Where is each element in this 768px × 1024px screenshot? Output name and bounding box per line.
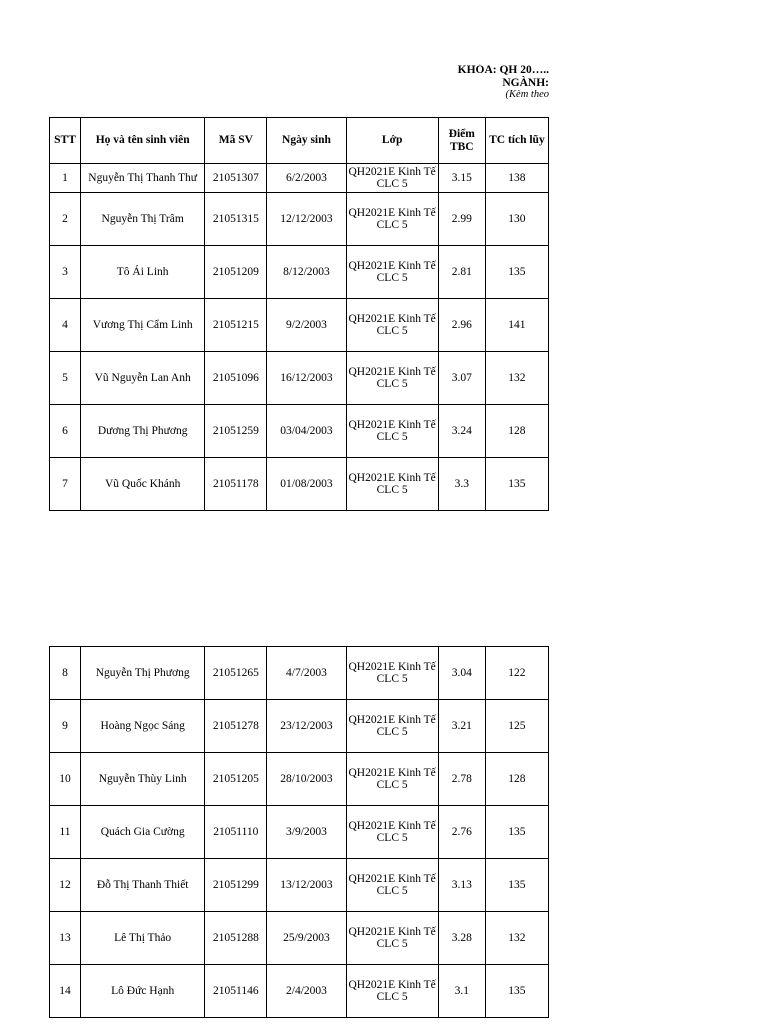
cell-credits: 128: [485, 405, 548, 458]
cell-credits: 128: [485, 753, 548, 806]
cell-dob: 8/12/2003: [267, 246, 346, 299]
cell-class-line1: QH2021E Kinh Tế: [348, 819, 436, 832]
table-row: [50, 647, 549, 700]
cell-dob: 9/2/2003: [267, 299, 346, 352]
header-name: Họ và tên sinh viên: [81, 118, 205, 164]
header-credits: TC tích lũy: [485, 118, 548, 164]
cell-class-line2: CLC 5: [376, 325, 408, 337]
cell-dob: 28/10/2003: [267, 753, 346, 806]
cell-class: [346, 912, 438, 965]
cell-name: Lô Đức Hạnh: [81, 965, 205, 1018]
cell-class-line2: CLC 5: [376, 779, 408, 791]
header-gpa-line1: Điểm: [448, 128, 475, 140]
table-row: [50, 405, 549, 458]
cell-stt: 12: [50, 859, 81, 912]
cell-name: Vũ Nguyễn Lan Anh: [81, 352, 205, 405]
cell-class-line2: CLC 5: [376, 431, 408, 443]
cell-stt: 9: [50, 700, 81, 753]
cell-class: [346, 458, 438, 511]
table-row: [50, 965, 549, 1018]
table-row: [50, 753, 549, 806]
cell-student-id: 21051209: [205, 246, 267, 299]
cell-student-id: 21051096: [205, 352, 267, 405]
cell-class-line2: CLC 5: [376, 219, 408, 231]
cell-credits: 130: [485, 193, 548, 246]
major-line: NGÀNH:: [502, 76, 549, 89]
cell-gpa: 3.07: [438, 352, 485, 405]
cell-gpa: 2.99: [438, 193, 485, 246]
cell-gpa: 3.21: [438, 700, 485, 753]
cell-class-line1: QH2021E Kinh Tế: [348, 872, 436, 885]
cell-student-id: 21051265: [205, 647, 267, 700]
cell-credits: 132: [485, 352, 548, 405]
cell-gpa: 2.96: [438, 299, 485, 352]
cell-credits: 132: [485, 912, 548, 965]
cell-class-line1: QH2021E Kinh Tế: [348, 165, 436, 178]
cell-class-line1: QH2021E Kinh Tế: [348, 925, 436, 938]
table-row: [50, 806, 549, 859]
cell-class: [346, 753, 438, 806]
table-row: [50, 246, 549, 299]
cell-dob: 2/4/2003: [267, 965, 346, 1018]
cell-class-line2: CLC 5: [376, 378, 408, 390]
cell-gpa: 3.28: [438, 912, 485, 965]
cell-class-line2: CLC 5: [376, 938, 408, 950]
cell-class-line1: QH2021E Kinh Tế: [348, 206, 436, 219]
cell-stt: 14: [50, 965, 81, 1018]
cell-credits: 135: [485, 458, 548, 511]
cell-stt: 6: [50, 405, 81, 458]
cell-name: Tô Ái Linh: [81, 246, 205, 299]
cell-student-id: 21051178: [205, 458, 267, 511]
cell-dob: 25/9/2003: [267, 912, 346, 965]
cell-gpa: 3.1: [438, 965, 485, 1018]
cell-gpa: 3.13: [438, 859, 485, 912]
document-header: [380, 64, 549, 102]
cell-student-id: 21051259: [205, 405, 267, 458]
cell-student-id: 21051205: [205, 753, 267, 806]
cell-name: Nguyễn Thị Thanh Thư: [81, 164, 205, 193]
cell-dob: 03/04/2003: [267, 405, 346, 458]
cell-class-line1: QH2021E Kinh Tế: [348, 312, 436, 325]
cell-name: Vũ Quốc Khánh: [81, 458, 205, 511]
cell-class: [346, 193, 438, 246]
header-stt: STT: [50, 118, 81, 164]
cell-stt: 7: [50, 458, 81, 511]
cell-class-line1: QH2021E Kinh Tế: [348, 259, 436, 272]
cell-student-id: 21051278: [205, 700, 267, 753]
cell-dob: 12/12/2003: [267, 193, 346, 246]
cell-student-id: 21051299: [205, 859, 267, 912]
cell-stt: 5: [50, 352, 81, 405]
cell-gpa: 2.76: [438, 806, 485, 859]
cell-gpa: 3.3: [438, 458, 485, 511]
table-row: [50, 193, 549, 246]
header-gpa-line2: TBC: [449, 140, 474, 153]
cell-class-line1: QH2021E Kinh Tế: [348, 418, 436, 431]
cell-name: Vương Thị Cẩm Linh: [81, 299, 205, 352]
cell-gpa: 3.24: [438, 405, 485, 458]
cell-stt: 11: [50, 806, 81, 859]
cell-class: [346, 965, 438, 1018]
cell-student-id: 21051215: [205, 299, 267, 352]
cell-name: Dương Thị Phương: [81, 405, 205, 458]
cell-class: [346, 700, 438, 753]
cell-class-line2: CLC 5: [376, 726, 408, 738]
table-row: [50, 164, 549, 193]
table-row: [50, 458, 549, 511]
cell-credits: 138: [485, 164, 548, 193]
cell-class-line2: CLC 5: [376, 832, 408, 844]
cell-name: Lê Thị Thảo: [81, 912, 205, 965]
cell-stt: 4: [50, 299, 81, 352]
table-row: [50, 352, 549, 405]
cell-stt: 13: [50, 912, 81, 965]
student-table-page-2: [49, 646, 549, 1018]
cell-dob: 01/08/2003: [267, 458, 346, 511]
cell-student-id: 21051110: [205, 806, 267, 859]
cell-gpa: 3.04: [438, 647, 485, 700]
cell-class: [346, 164, 438, 193]
cell-class-line2: CLC 5: [376, 673, 408, 685]
cohort-line: KHÓA: QH 20…..: [457, 64, 549, 76]
cell-gpa: 2.81: [438, 246, 485, 299]
cell-gpa: 3.15: [438, 164, 485, 193]
cell-stt: 3: [50, 246, 81, 299]
cell-student-id: 21051307: [205, 164, 267, 193]
attachment-note: (Kèm theo: [505, 89, 549, 100]
cell-class-line2: CLC 5: [376, 484, 408, 496]
cell-dob: 13/12/2003: [267, 859, 346, 912]
cell-name: Quách Gia Cường: [81, 806, 205, 859]
cell-class-line1: QH2021E Kinh Tế: [348, 713, 436, 726]
table-row: [50, 700, 549, 753]
cell-student-id: 21051315: [205, 193, 267, 246]
table-header-row: [50, 118, 549, 164]
cell-class-line1: QH2021E Kinh Tế: [348, 660, 436, 673]
cell-class: [346, 405, 438, 458]
cell-stt: 8: [50, 647, 81, 700]
cell-student-id: 21051146: [205, 965, 267, 1018]
cell-credits: 135: [485, 806, 548, 859]
cell-dob: 3/9/2003: [267, 806, 346, 859]
cell-credits: 141: [485, 299, 548, 352]
cell-class: [346, 859, 438, 912]
cell-dob: 6/2/2003: [267, 164, 346, 193]
cell-name: Hoàng Ngọc Sáng: [81, 700, 205, 753]
table-row: [50, 859, 549, 912]
header-student-id: Mã SV: [205, 118, 267, 164]
cell-class-line2: CLC 5: [376, 885, 408, 897]
table-row: [50, 299, 549, 352]
cell-credits: 125: [485, 700, 548, 753]
cell-class-line2: CLC 5: [376, 991, 408, 1003]
cell-credits: 135: [485, 965, 548, 1018]
cell-dob: 16/12/2003: [267, 352, 346, 405]
cell-stt: 10: [50, 753, 81, 806]
cell-class-line1: QH2021E Kinh Tế: [348, 978, 436, 991]
cell-class: [346, 647, 438, 700]
table-row: [50, 912, 549, 965]
cell-class-line2: CLC 5: [376, 272, 408, 284]
cell-name: Nguyễn Thị Phương: [81, 647, 205, 700]
header-dob: Ngày sinh: [267, 118, 346, 164]
cell-class-line2: CLC 5: [376, 178, 408, 190]
cell-class-line1: QH2021E Kinh Tế: [348, 766, 436, 779]
header-gpa: [438, 118, 485, 164]
cell-class: [346, 299, 438, 352]
cell-class: [346, 352, 438, 405]
header-class: Lớp: [346, 118, 438, 164]
cell-gpa: 2.78: [438, 753, 485, 806]
cell-credits: 122: [485, 647, 548, 700]
cell-stt: 1: [50, 164, 81, 193]
cell-name: Nguyễn Thùy Linh: [81, 753, 205, 806]
cell-dob: 23/12/2003: [267, 700, 346, 753]
cell-credits: 135: [485, 246, 548, 299]
cell-credits: 135: [485, 859, 548, 912]
cell-class: [346, 246, 438, 299]
cell-class-line1: QH2021E Kinh Tế: [348, 365, 436, 378]
cell-student-id: 21051288: [205, 912, 267, 965]
cell-class-line1: QH2021E Kinh Tế: [348, 471, 436, 484]
cell-dob: 4/7/2003: [267, 647, 346, 700]
cell-stt: 2: [50, 193, 81, 246]
cell-class: [346, 806, 438, 859]
cell-name: Đỗ Thị Thanh Thiết: [81, 859, 205, 912]
student-table-page-1: [49, 117, 549, 511]
cell-name: Nguyễn Thị Trâm: [81, 193, 205, 246]
